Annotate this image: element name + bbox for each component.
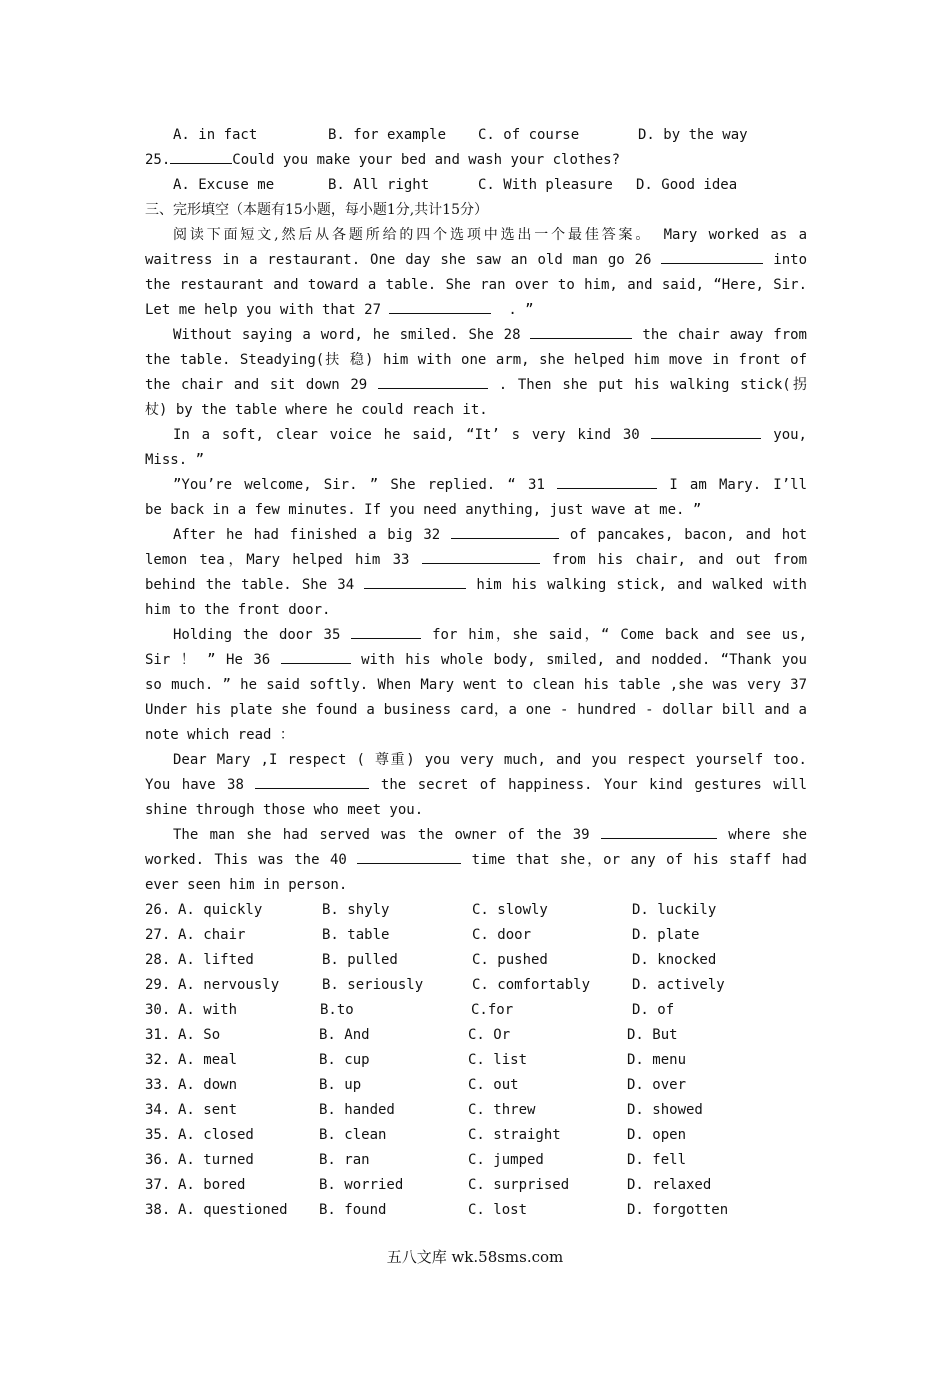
option-c: C.for [471, 1002, 514, 1018]
blank-33 [422, 548, 540, 564]
question-row [145, 1123, 807, 1148]
question-row [145, 898, 807, 923]
option-c: C. threw [468, 1102, 536, 1118]
q24-option-c: C. of course [478, 127, 580, 143]
q25-option-c: C. With pleasure [478, 177, 613, 193]
blank-27 [389, 298, 491, 314]
option-c: C. lost [468, 1202, 528, 1218]
q24-option-d: D. by the way [638, 127, 748, 143]
option-b: B. up [319, 1077, 362, 1093]
question-number: 37. [145, 1177, 171, 1193]
option-b: B. And [319, 1027, 370, 1043]
option-a: A. nervously [178, 977, 280, 993]
passage-line: The man she had served was the owner of the 39 where she [145, 823, 807, 848]
question-row [145, 1148, 807, 1173]
passage-line: Without saying a word, he smiled. She 28 the chair away from [145, 323, 807, 348]
option-a: A. sent [178, 1102, 238, 1118]
passage-line: the restaurant and toward a table. She ran over to him, and said, “Here, Sir. [145, 277, 807, 293]
blank-32 [451, 523, 559, 539]
option-c: C. Or [468, 1027, 511, 1043]
section-title: 三、完形填空（本题有15小题，每小题1分,共计15分） [145, 202, 488, 218]
passage-line: Sir ！ ” He 36 with his whole body, smiled, and nodded. “Thank you [145, 648, 807, 673]
option-a: A. So [178, 1027, 221, 1043]
question-number: 34. [145, 1102, 171, 1118]
blank-34 [364, 573, 466, 589]
question-number: 26. [145, 902, 171, 918]
passage-line: 杖) by the table where he could reach it. [145, 402, 488, 418]
option-d: D. fell [627, 1152, 687, 1168]
option-c: C. list [468, 1052, 528, 1068]
option-d: D. forgotten [627, 1202, 729, 1218]
option-b: B. found [319, 1202, 387, 1218]
passage-line: so much. ” he said softly. When Mary went to clean his table ,she was very 37 [145, 677, 807, 693]
blank-28 [530, 323, 632, 339]
question-row [145, 973, 807, 998]
passage-line: note which read ： [145, 727, 294, 743]
passage-line: the table. Steadying(扶 稳) him with one arm, she helped him move in front of [145, 352, 807, 368]
passage-line: be back in a few minutes. If you need anything, just wave at me. ” [145, 502, 702, 518]
option-a: A. questioned [178, 1202, 288, 1218]
option-c: C. door [472, 927, 532, 943]
question-row [145, 923, 807, 948]
option-b: B. cup [319, 1052, 370, 1068]
option-d: D. open [627, 1127, 687, 1143]
q25-options [145, 173, 807, 198]
option-a: A. chair [178, 927, 246, 943]
question-number: 38. [145, 1202, 171, 1218]
passage-line: waitress in a restaurant. One day she saw an old man go 26 into [145, 248, 807, 273]
question-number: 27. [145, 927, 171, 943]
option-d: D. over [627, 1077, 687, 1093]
q24-option-a: A. in fact [173, 127, 258, 143]
option-c: C. slowly [472, 902, 548, 918]
question-number: 30. [145, 1002, 171, 1018]
passage-line: Dear Mary ,I respect ( 尊重) you very much, and you respect yourself too. [173, 752, 807, 768]
question-row [145, 948, 807, 973]
question-row [145, 998, 807, 1023]
passage-line: ever seen him in person. [145, 877, 348, 893]
question-number: 31. [145, 1027, 171, 1043]
q25-number: 25. [145, 152, 171, 168]
option-a: A. with [178, 1002, 238, 1018]
option-b: B. handed [319, 1102, 395, 1118]
passage-line: the chair and sit down 29 . Then she put his walking stick(拐 [145, 373, 807, 398]
passage-line: Let me help you with that 27 . ” [145, 298, 807, 323]
blank-35 [351, 623, 421, 639]
blank-38 [255, 773, 369, 789]
question-row [145, 1098, 807, 1123]
passage-line: lemon tea，Mary helped him 33 from his chair, and out from [145, 548, 807, 573]
blank-31 [557, 473, 657, 489]
answer-options [145, 898, 807, 1223]
question-row [145, 1073, 807, 1098]
option-d: D. But [627, 1027, 678, 1043]
passage-line: worked. This was the 40 time that she，or any of his staff had [145, 848, 807, 873]
blank-26 [661, 248, 763, 264]
instruction: 阅读下面短文,然后从各题所给的四个选项中选出一个最佳答案。 [173, 227, 653, 243]
option-c: C. jumped [468, 1152, 544, 1168]
passage-line: 阅读下面短文,然后从各题所给的四个选项中选出一个最佳答案。 Mary worked as a [173, 227, 807, 243]
option-b: B. worried [319, 1177, 404, 1193]
question-number: 33. [145, 1077, 171, 1093]
option-d: D. knocked [632, 952, 717, 968]
option-d: D. luckily [632, 902, 717, 918]
cloze-passage [145, 223, 807, 898]
q24-option-b: B. for example [328, 127, 447, 143]
option-d: D. of [632, 1002, 675, 1018]
question-row [145, 1023, 807, 1048]
q25-option-b: B. All right [328, 177, 430, 193]
passage-line: ”You’re welcome, Sir. ” She replied. “ 31 I am Mary. I’ll [145, 473, 807, 498]
page-footer: 五八文库 wk.58sms.com [386, 1248, 564, 1266]
passage-line: In a soft, clear voice he said, “It’ s very kind 30 you, [145, 423, 807, 448]
option-b: B.to [320, 1002, 354, 1018]
option-b: B. shyly [322, 902, 390, 918]
blank-36 [281, 648, 351, 664]
option-b: B. ran [319, 1152, 370, 1168]
question-number: 32. [145, 1052, 171, 1068]
q25-stem [145, 148, 807, 173]
option-a: A. bored [178, 1177, 246, 1193]
question-row [145, 1048, 807, 1073]
option-a: A. down [178, 1077, 238, 1093]
passage-line: Holding the door 35 for him，she said，“ Come back and see us, [145, 623, 807, 648]
q25-option-a: A. Excuse me [173, 177, 275, 193]
option-d: D. plate [632, 927, 700, 943]
passage-line: Under his plate she found a business card，a one - hundred - dollar bill and a [145, 702, 807, 718]
top-questions [145, 123, 807, 223]
question-number: 28. [145, 952, 171, 968]
option-a: A. quickly [178, 902, 263, 918]
blank-39 [601, 823, 717, 839]
question-row [145, 1173, 807, 1198]
option-d: D. actively [632, 977, 725, 993]
option-a: A. turned [178, 1152, 254, 1168]
option-c: C. pushed [472, 952, 548, 968]
question-row [145, 1198, 807, 1223]
passage-line: him to the front door. [145, 602, 331, 618]
passage-line: Miss. ” [145, 452, 205, 468]
option-d: D. relaxed [627, 1177, 712, 1193]
option-c: C. out [468, 1077, 519, 1093]
passage-line: You have 38 the secret of happiness. Your kind gestures will [145, 773, 807, 798]
option-c: C. surprised [468, 1177, 570, 1193]
option-b: B. clean [319, 1127, 387, 1143]
question-number: 29. [145, 977, 171, 993]
q24-options [145, 123, 807, 148]
option-d: D. showed [627, 1102, 703, 1118]
option-b: B. table [322, 927, 390, 943]
option-b: B. pulled [322, 952, 398, 968]
option-a: A. meal [178, 1052, 238, 1068]
blank-29 [378, 373, 488, 389]
option-c: C. comfortably [472, 977, 591, 993]
option-b: B. seriously [322, 977, 424, 993]
passage-line: After he had finished a big 32 of pancakes, bacon, and hot [145, 523, 807, 548]
question-number: 35. [145, 1127, 171, 1143]
passage-line: shine through those who meet you. [145, 802, 424, 818]
option-a: A. closed [178, 1127, 254, 1143]
option-d: D. menu [627, 1052, 687, 1068]
blank-40 [357, 848, 461, 864]
option-a: A. lifted [178, 952, 254, 968]
blank-30 [651, 423, 761, 439]
question-number: 36. [145, 1152, 171, 1168]
passage-line: behind the table. She 34 him his walking stick, and walked with [145, 573, 807, 598]
option-c: C. straight [468, 1127, 561, 1143]
q25-option-d: D. Good idea [636, 177, 738, 193]
q25-text: Could you make your bed and wash your clothes? [232, 152, 621, 168]
